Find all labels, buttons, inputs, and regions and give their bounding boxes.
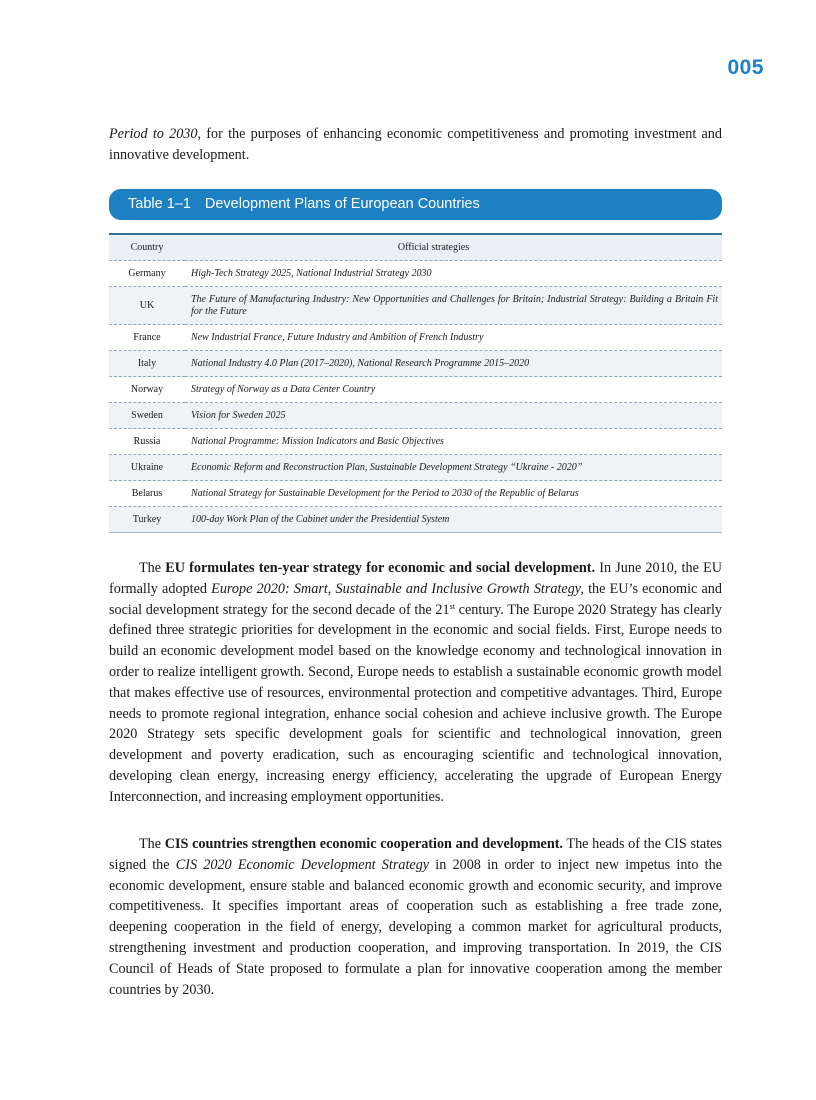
eu-text-2: the EU’s economic and social development strategy for the second decade of the 21 <box>109 580 722 618</box>
intro-text: for the purposes of enhancing economic competitiveness and promoting investment and innovative development. <box>109 126 722 163</box>
table-row <box>109 429 722 455</box>
country-cell: Turkey <box>109 507 185 533</box>
table-row <box>109 351 722 377</box>
strategy-cell: 100-day Work Plan of the Cabinet under the Presidential System <box>185 507 722 533</box>
intro-italic-lead: Period to 2030, <box>109 126 202 142</box>
table-row <box>109 261 722 287</box>
table-title: Development Plans of European Countries <box>204 196 480 212</box>
header-strategies: Official strategies <box>185 234 722 261</box>
intro-paragraph-block <box>109 124 722 166</box>
country-cell: Germany <box>109 261 185 287</box>
country-cell: UK <box>109 287 185 325</box>
eu-strategy-title: Europe 2020: Smart, Sustainable and Inclusive Growth Strategy, <box>211 580 584 597</box>
country-cell: Italy <box>109 351 185 377</box>
table-row <box>109 481 722 507</box>
eu-paragraph <box>109 558 722 808</box>
cis-lead: The <box>139 836 165 852</box>
cis-text-1: The heads of the CIS states signed the <box>109 836 722 873</box>
cis-strategy-title: CIS 2020 Economic Development Strategy <box>175 856 430 873</box>
cis-paragraph <box>109 834 722 1000</box>
table-row <box>109 325 722 351</box>
country-cell: Sweden <box>109 403 185 429</box>
cis-heading-bold: CIS countries strengthen economic cooperation and development. <box>164 836 563 852</box>
eu-text-1: In June 2010, the EU formally adopted <box>109 560 722 597</box>
strategy-cell: National Industry 4.0 Plan (2017–2020), National Research Programme 2015–2020 <box>185 351 722 377</box>
country-cell: Norway <box>109 377 185 403</box>
table-row <box>109 403 722 429</box>
cis-section <box>109 834 722 1000</box>
table-caption-bar <box>109 189 722 220</box>
country-cell: France <box>109 325 185 351</box>
eu-lead: The <box>139 560 166 576</box>
table-header-row <box>109 234 722 261</box>
table-row <box>109 455 722 481</box>
table-row <box>109 287 722 325</box>
country-cell: Russia <box>109 429 185 455</box>
strategy-cell: Vision for Sweden 2025 <box>185 403 722 429</box>
ordinal-superscript: st <box>449 601 455 611</box>
eu-heading-bold: EU formulates ten-year strategy for economic and social development. <box>165 560 596 576</box>
page-number: 005 <box>727 56 764 79</box>
strategy-cell: Strategy of Norway as a Data Center Country <box>185 377 722 403</box>
strategy-cell: High-Tech Strategy 2025, National Industrial Strategy 2030 <box>185 261 722 287</box>
strategy-cell: National Programme: Mission Indicators and Basic Objectives <box>185 429 722 455</box>
eu-text-3: century. The Europe 2020 Strategy has clearly defined three strategic priorities for development in the economic and social fields. First, Europe needs to build an economic development model based on the knowledge economy and technological innovation in order to realize intelligent growth. Second, Europe needs to establish a sustainable economic growth model that makes effective use of resources, environmental protection and competitive advantages. Third, Europe needs to promote regional integration, enhance social cohesion and achieve inclusive growth. The Europe 2020 Strategy sets specific development goals for scientific and technological innovation, green development and poverty eradication, such as encouraging scientific and technological innovation, developing clean energy, increasing energy efficiency, accelerating the upgrade of European Energy Interconnection, and increasing employment opportunities. <box>109 601 722 805</box>
strategy-cell: The Future of Manufacturing Industry: New Opportunities and Challenges for Britain; Industrial Strategy: Building a Britain Fit for the Future <box>185 287 722 325</box>
table-row <box>109 507 722 533</box>
country-cell: Ukraine <box>109 455 185 481</box>
country-cell: Belarus <box>109 481 185 507</box>
header-country: Country <box>109 234 185 261</box>
table-row <box>109 377 722 403</box>
strategy-cell: Economic Reform and Reconstruction Plan, Sustainable Development Strategy “Ukraine - 2020” <box>185 455 722 481</box>
eu-section <box>109 558 722 808</box>
development-plans-table <box>109 233 722 533</box>
intro-paragraph <box>109 124 722 166</box>
table-number: Table 1–1 <box>128 196 191 212</box>
strategy-cell: New Industrial France, Future Industry and Ambition of French Industry <box>185 325 722 351</box>
cis-text-2: in 2008 in order to inject new impetus into the economic development, ensure stable and balanced economic growth and economic security, and improve competitiveness. It specifies important areas of cooperation such as establishing a free trade zone, deepening cooperation in the field of energy, developing a common market for agricultural products, strengthening investment and production cooperation, and improving transportation. In 2019, the CIS Council of Heads of State proposed to formulate a plan for innovative cooperation among the member countries by 2030. <box>109 856 722 998</box>
strategy-cell: National Strategy for Sustainable Development for the Period to 2030 of the Republic of Belarus <box>185 481 722 507</box>
